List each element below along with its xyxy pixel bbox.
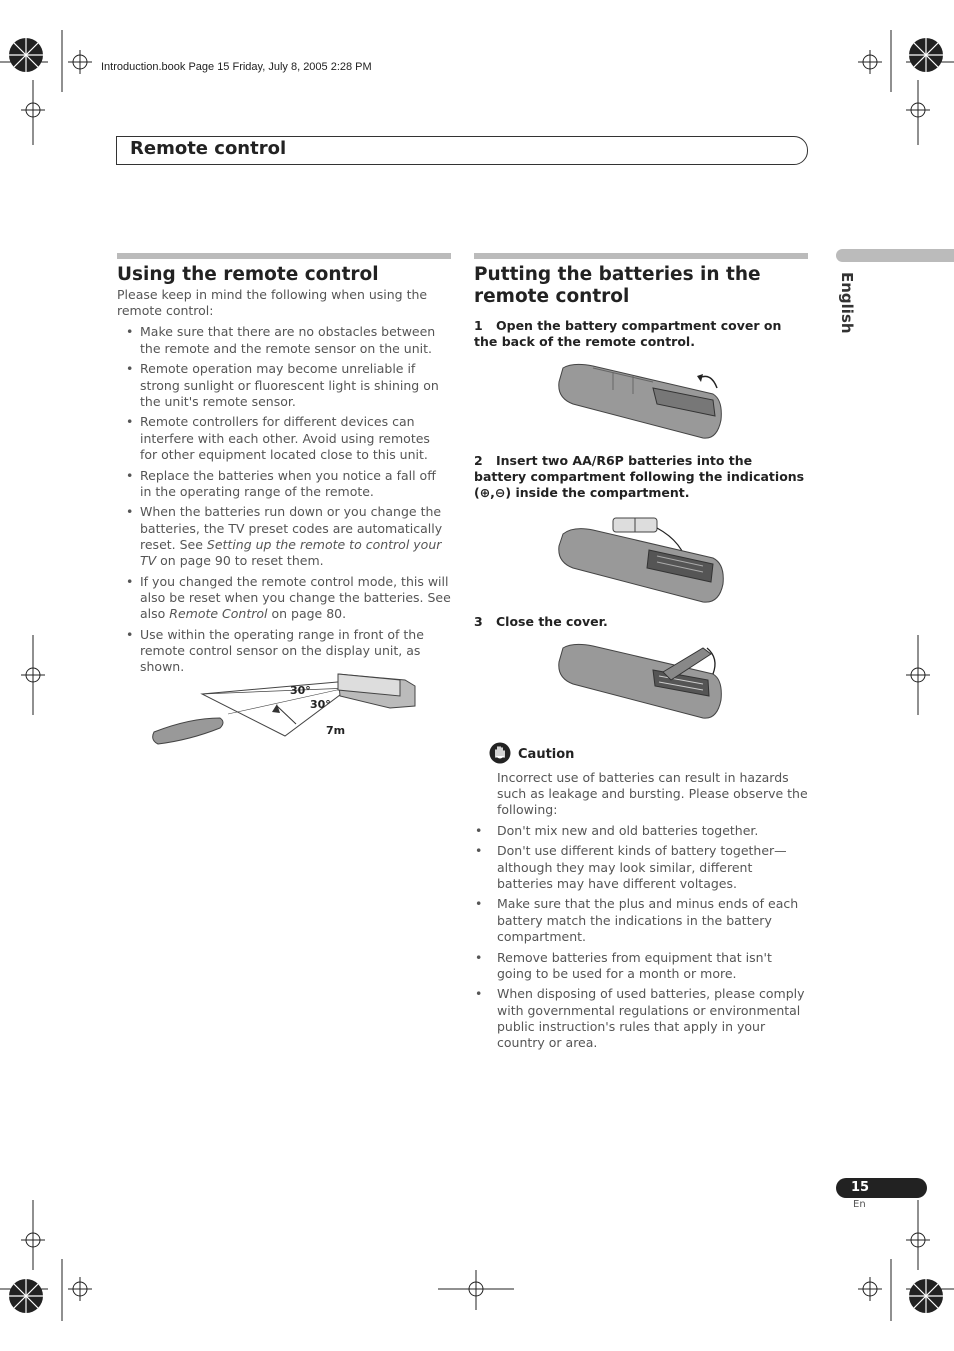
list-item: • Don't mix new and old batteries together. [474,823,808,839]
page-number-badge [836,1178,927,1198]
list-item: • Remote operation may become unreliable if strong sunlight or fluorescent light is shining on the unit's remote sensor. [117,361,451,410]
cross-reference: Remote Control [169,606,268,622]
close-cover-illustration [553,640,733,725]
list-item: • Make sure that there are no obstacles between the remote and the remote sensor on the unit. [117,324,451,356]
operating-range-diagram [150,666,430,756]
language-tab [836,249,954,262]
list-item: • Remote controllers for different devices can interfere with each other. Avoid using remotes for other equipment located close to this unit. [117,414,451,463]
list-item: • Replace the batteries when you notice a fall off in the operating range of the remote. [117,468,451,500]
caution-header [489,742,809,766]
cross-reference: Setting up the remote to control your TV [140,536,442,569]
list-item: • When disposing of used batteries, please comply with governmental regulations or environmental public instruction's rules that apply in your country or area. [474,986,808,1051]
distance-label: 7m [326,724,346,737]
usage-tips-list [117,324,451,675]
page-header [116,136,808,165]
caution-body [474,770,808,1056]
insert-batteries-illustration [553,512,733,607]
print-info: Introduction.book Page 15 Friday, July 8, 2005 2:28 PM [101,61,372,73]
list-item: • When the batteries run down or you change the batteries, the TV preset codes are automatically reset. See Setting up the remote to control your TV on page 90 to reset them. [117,504,451,569]
angle-label-1: 30° [290,684,311,697]
left-column [117,264,451,680]
list-item: • Use within the operating range in front of the remote control sensor on the display unit, as shown. [117,627,451,676]
section-heading-using-remote: Using the remote control [117,264,379,285]
section-heading-batteries: Putting the batteries in the remote control [474,264,761,307]
step-3: 3 Close the cover. [474,614,608,629]
caution-hand-icon [489,742,511,764]
left-intro: Please keep in mind the following when using the remote control: [117,287,428,319]
section-rule-left [117,253,451,259]
caution-title: Caution [518,747,575,762]
step-1: 1 Open the battery compartment cover on the back of the remote control. [474,318,782,349]
page-title: Remote control [130,138,287,159]
list-item: • Make sure that the plus and minus ends of each battery match the indications in the battery compartment. [474,896,808,945]
section-rule-right [474,253,808,259]
page-number: 15 [851,1180,870,1195]
page-language: En [853,1199,866,1210]
list-item: • Don't use different kinds of battery together—although they may look similar, different batteries may have different voltages. [474,843,808,892]
remote-open-cover-illustration [553,360,733,445]
step-2: 2 Insert two AA/R6P batteries into the battery compartment following the indications (⊕,⊖) inside the compartment. [474,453,805,500]
list-item: • If you changed the remote control mode, this will also be reset when you change the batteries. See also Remote Control on page 80. [117,574,451,623]
angle-label-2: 30° [310,698,331,711]
language-label: English [838,272,856,334]
right-column-heading [474,264,808,308]
caution-list [474,823,808,1052]
caution-intro: Incorrect use of batteries can result in hazards such as leakage and bursting. Please observe the following: [497,770,808,818]
list-item: • Remove batteries from equipment that isn't going to be used for a month or more. [474,950,808,982]
